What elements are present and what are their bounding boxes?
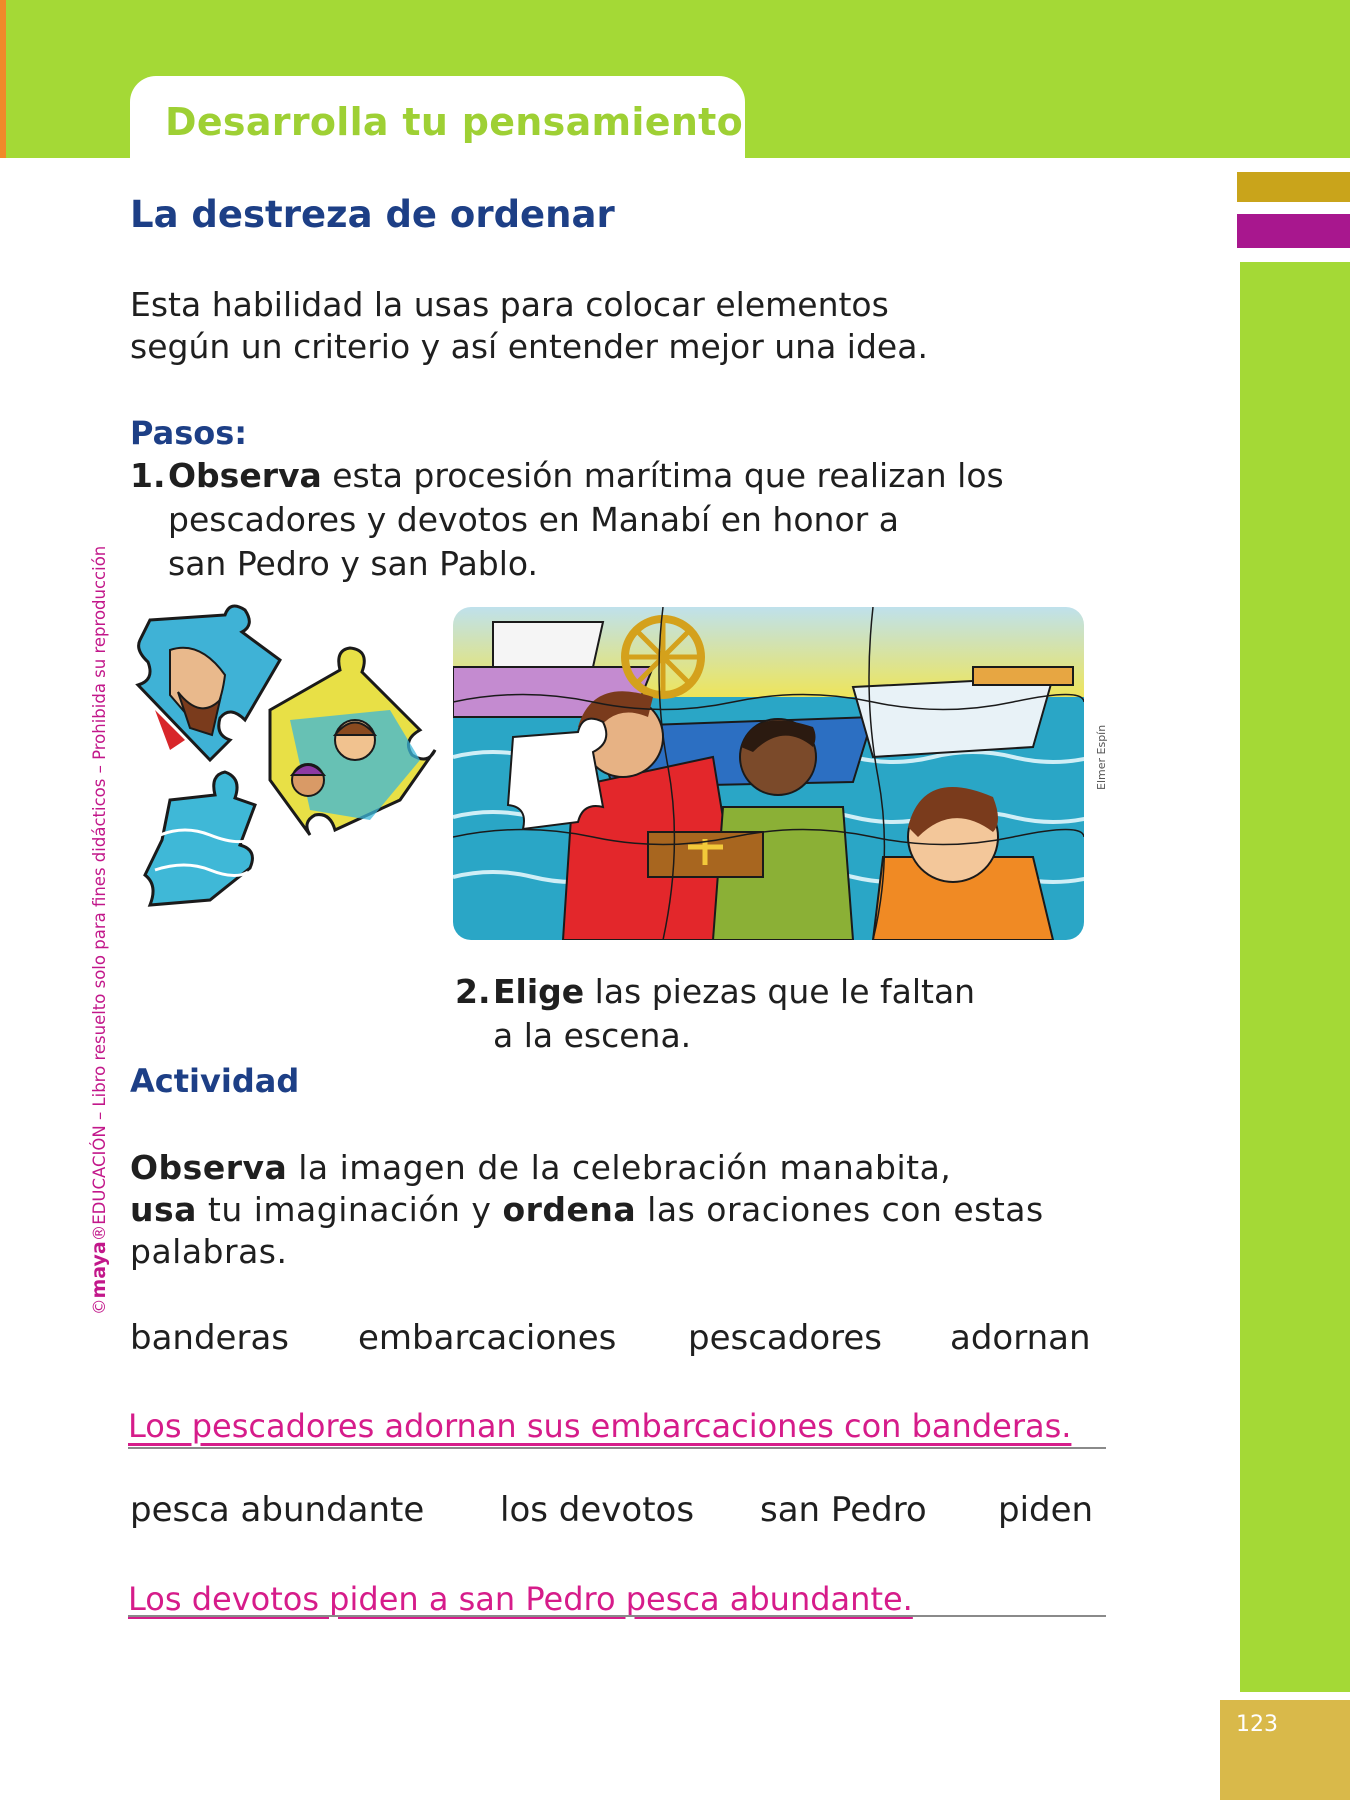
activity-verb-observa: Observa <box>130 1148 288 1187</box>
step-1-line-3: san Pedro y san Pablo. <box>168 544 539 583</box>
exercise-2-word-2: los devotos <box>500 1490 695 1530</box>
activity-verb-ordena: ordena <box>502 1190 637 1229</box>
step-2-number: 2. <box>455 972 491 1011</box>
exercise-1-word-1: banderas <box>130 1318 289 1358</box>
brand-logo-text: maya <box>88 1241 110 1299</box>
step-1 <box>130 454 1030 586</box>
puzzle-pieces-illustration <box>130 600 450 920</box>
copyright-text: ®EDUCACIÓN – Libro resuelto solo para fines didácticos – Prohibida su reproducción <box>90 545 109 1242</box>
exercise-1-answer[interactable]: Los pescadores adornan sus embarcaciones con banderas. <box>128 1407 1072 1445</box>
step-2-line-2: a la escena. <box>493 1016 692 1055</box>
exercise-2-word-3: san Pedro <box>760 1490 927 1530</box>
side-purple-bar <box>1237 214 1350 248</box>
intro-line-2: según un criterio y así entender mejor una idea. <box>130 327 928 366</box>
scene-boat-white <box>853 677 1053 757</box>
side-gold-bar <box>1237 172 1350 202</box>
step-2-verb: Elige <box>493 972 585 1011</box>
exercise-2-answer-line <box>128 1615 1106 1617</box>
steps-heading: Pasos: <box>130 414 248 452</box>
step-1-line-1: esta procesión marítima que realizan los <box>321 456 1004 495</box>
exercise-2-word-1: pesca abundante <box>130 1490 425 1530</box>
copyright-notice <box>88 546 110 1315</box>
section-title: La destreza de ordenar <box>130 193 615 236</box>
exercise-2-word-4: piden <box>998 1490 1094 1530</box>
intro-line-1: Esta habilidad la usas para colocar elementos <box>130 285 889 324</box>
puzzle-piece-sea <box>145 772 255 905</box>
illustration-credit: Elmer Espín <box>1095 724 1108 790</box>
step-1-number: 1. <box>130 456 166 495</box>
exercise-1-word-3: pescadores <box>688 1318 882 1358</box>
intro-paragraph <box>130 284 1030 368</box>
scene-small-boat <box>973 667 1073 685</box>
step-1-line-2: pescadores y devotos en Manabí en honor a <box>168 500 899 539</box>
side-green-bar <box>1240 262 1350 1692</box>
top-orange-edge <box>0 0 6 158</box>
exercise-2-answer[interactable]: Los devotos piden a san Pedro pesca abundante. <box>128 1580 913 1618</box>
activity-text-4: palabras. <box>130 1232 288 1271</box>
step-2 <box>455 970 1155 1058</box>
copyright-symbol: © <box>90 1298 109 1315</box>
exercise-1-word-2: embarcaciones <box>358 1318 617 1358</box>
activity-heading: Actividad <box>130 1062 300 1100</box>
activity-text-1: la imagen de la celebración manabita, <box>287 1148 952 1187</box>
step-1-verb: Observa <box>168 456 322 495</box>
activity-text-2: tu imaginación y <box>196 1190 503 1229</box>
maritime-procession-illustration <box>453 607 1084 940</box>
page-number: 123 <box>1236 1712 1278 1737</box>
activity-verb-usa: usa <box>130 1190 197 1229</box>
activity-instructions <box>130 1147 1130 1273</box>
exercise-1-answer-line <box>128 1447 1106 1449</box>
step-2-line-1: las piezas que le faltan <box>584 972 976 1011</box>
exercise-1-word-4: adornan <box>950 1318 1091 1358</box>
activity-text-3: las oraciones con estas <box>636 1190 1044 1229</box>
header-tab-title: Desarrolla tu pensamiento <box>165 100 744 144</box>
